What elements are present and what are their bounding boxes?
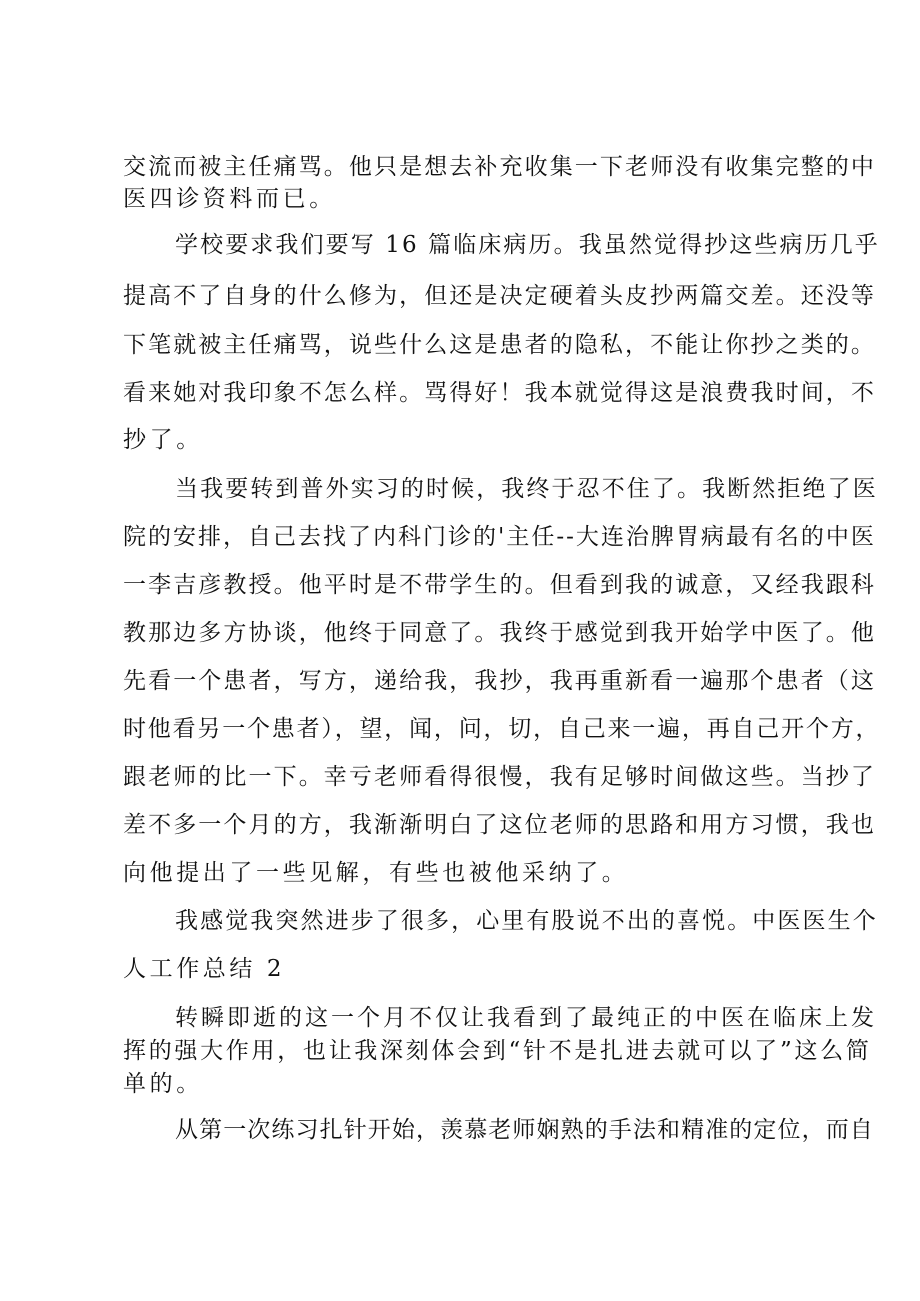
paragraph-line: 我感觉我突然进步了很多，心里有股说不出的喜悦。中医医生个 [175,908,878,934]
paragraph-line: 院的安排，自己去找了内科门诊的'主任--大连治脾胃病最有名的中医 [123,524,876,550]
paragraph-line: 提高不了自身的什么修为，但还是决定硬着头皮抄两篇交差。还没等 [123,283,876,309]
paragraph-line: 当我要转到普外实习的时候，我终于忍不住了。我断然拒绝了医 [175,476,878,502]
paragraph-line: 人工作总结 2 [123,956,286,982]
paragraph-line: 抄了。 [123,427,203,453]
paragraph-line: 学校要求我们要写 16 篇临床病历。我虽然觉得抄这些病历几乎 [175,232,880,258]
paragraph-line: 转瞬即逝的这一个月不仅让我看到了最纯正的中医在临床上发 [175,1005,877,1031]
paragraph-line: 跟老师的比一下。幸亏老师看得很慢，我有足够时间做这些。当抄了 [123,764,876,790]
paragraph-line: 向他提出了一些见解，有些也被他采纳了。 [123,860,629,886]
paragraph-line: 单的。 [123,1071,203,1097]
paragraph-line: 差不多一个月的方，我渐渐明白了这位老师的思路和用方习惯，我也 [123,812,876,838]
paragraph-line: 教那边多方协谈，他终于同意了。我终于感觉到我开始学中医了。他 [123,620,876,646]
paragraph-line: 医四诊资料而已。 [123,186,336,212]
paragraph-line: 挥的强大作用，也让我深刻体会到“针不是扎进去就可以了”这么简 [123,1038,872,1064]
paragraph-line: 下笔就被主任痛骂，说些什么这是患者的隐私，不能让你抄之类的。 [123,332,876,358]
paragraph-line: 交流而被主任痛骂。他只是想去补充收集一下老师没有收集完整的中 [123,154,876,180]
paragraph-line: 从第一次练习扎针开始，羡慕老师娴熟的手法和精准的定位，而自 [175,1117,874,1143]
paragraph-line: 一李吉彦教授。他平时是不带学生的。但看到我的诚意，又经我跟科 [123,572,876,598]
paragraph-line: 先看一个患者，写方，递给我，我抄，我再重新看一遍那个患者（这 [123,668,876,694]
paragraph-line: 看来她对我印象不怎么样。骂得好！我本就觉得这是浪费我时间，不 [123,380,876,406]
paragraph-line: 时他看另一个患者），望，闻，问，切，自己来一遍，再自己开个方， [123,716,881,742]
